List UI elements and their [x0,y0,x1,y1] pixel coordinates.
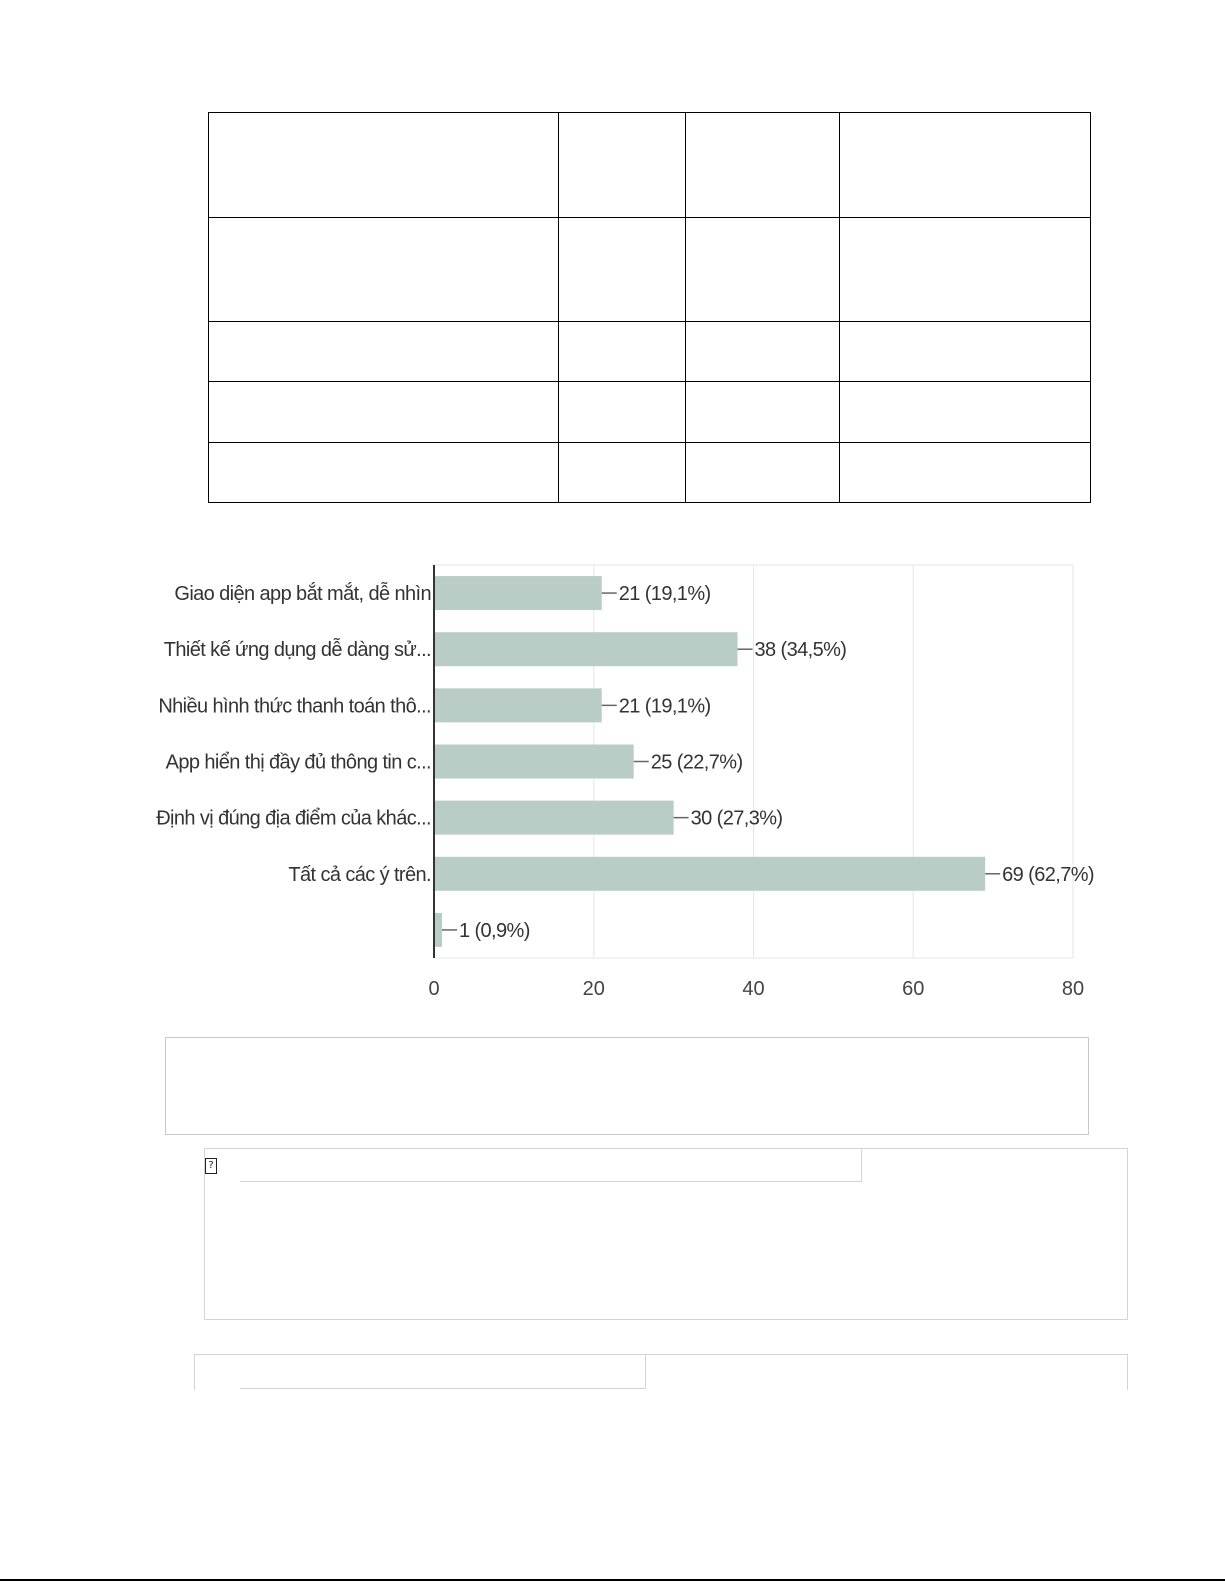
category-label: App hiển thị đầy đủ thông tin c... [165,751,431,774]
table-row [209,113,1091,218]
table-cell [840,218,1091,322]
bar-chart [0,555,1225,1010]
table-cell [209,113,559,218]
table-cell [209,443,559,503]
value-label: 38 (34,5%) [754,639,847,662]
table-cell [209,382,559,443]
bar [434,745,634,779]
table-cell [559,322,686,382]
table-cell [686,443,840,503]
x-tick-label: 60 [902,978,925,1000]
x-tick-label: 20 [582,978,605,1000]
table-cell [559,443,686,503]
bar [434,576,602,610]
bar [434,801,674,835]
category-label: Định vị đúng địa điểm của khác... [156,807,431,830]
page-bottom-rule [0,1579,1225,1581]
x-tick-label: 0 [428,978,440,1000]
table-row [209,218,1091,322]
table-row [209,382,1091,443]
table-cell [840,113,1091,218]
table-cell [840,322,1091,382]
missing-glyph-icon: ? [205,1158,217,1174]
value-label: 25 (22,7%) [650,751,743,774]
value-label: 21 (19,1%) [618,695,711,718]
value-label: 21 (19,1%) [618,583,711,606]
empty-inner-box [240,1148,862,1182]
x-tick-label: 40 [742,978,765,1000]
value-label: 30 (27,3%) [690,807,783,830]
category-label: Thiết kế ứng dụng dễ dàng sử... [163,639,431,662]
table-cell [840,382,1091,443]
bar [434,632,738,666]
table-cell [686,218,840,322]
value-label: 69 (62,7%) [1002,863,1094,886]
empty-inner-box [240,1354,646,1389]
empty-box [165,1037,1089,1135]
table-cell [686,322,840,382]
table-cell [840,443,1091,503]
table-cell [559,218,686,322]
category-label: Tất cả các ý trên. [288,863,431,886]
empty-table [208,112,1091,503]
category-label: Giao diện app bắt mắt, dễ nhìn [174,583,431,606]
table-cell [686,382,840,443]
table-cell [209,322,559,382]
bar [434,688,602,722]
table-cell [559,382,686,443]
table-row [209,322,1091,382]
x-tick-label: 80 [1061,978,1085,1000]
table-cell [686,113,840,218]
table-cell [209,218,559,322]
table-row [209,443,1091,503]
value-label: 1 (0,9%) [458,919,530,942]
bar [434,857,985,891]
bar [434,913,442,947]
category-label: Nhiều hình thức thanh toán thô... [158,695,431,718]
table-cell [559,113,686,218]
